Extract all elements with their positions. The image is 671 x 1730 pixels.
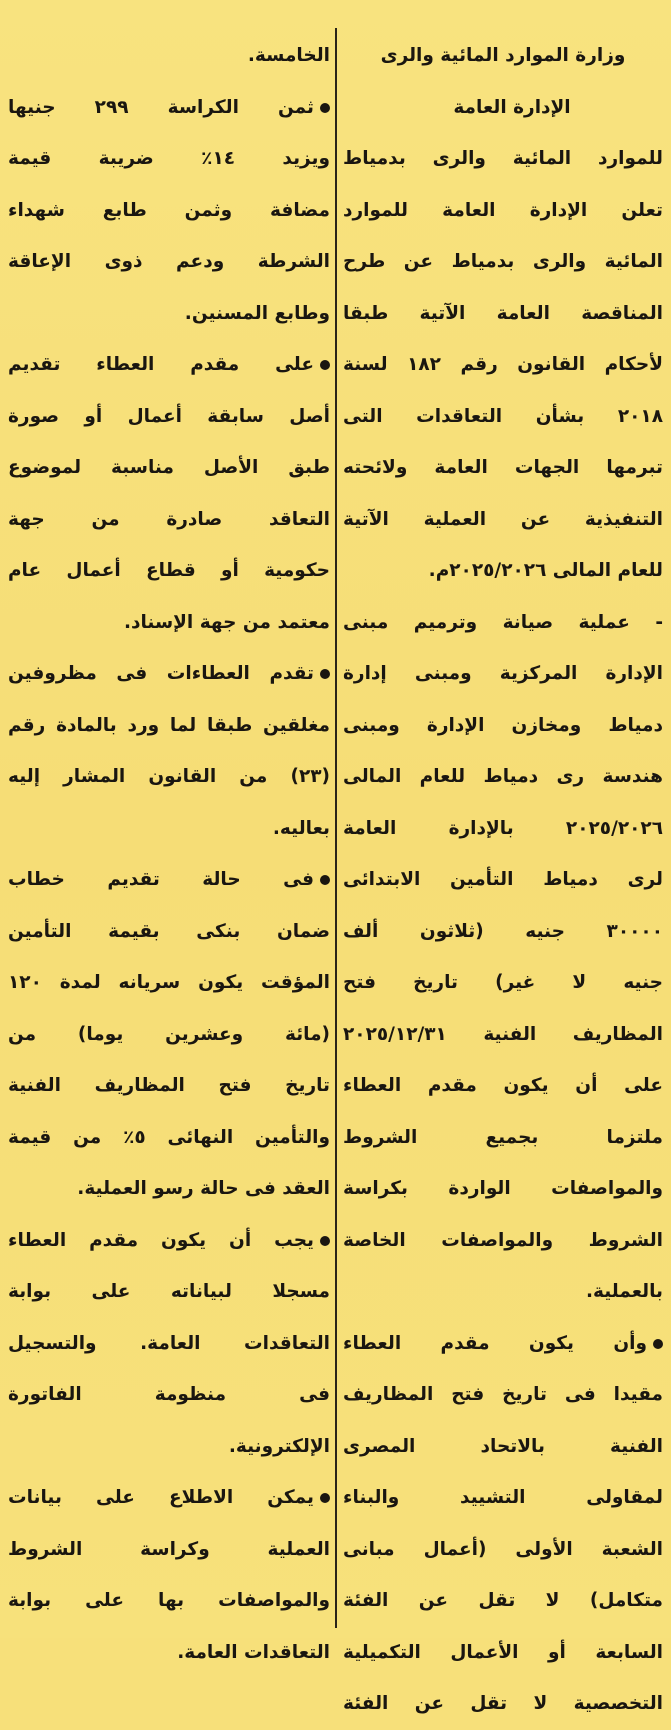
text-line: وطابع المسنين. [184,302,330,324]
text-line: تقدم العطاءات فى مظروفين [8,663,314,684]
text-line: (٢٣) من القانون المشار إليه [8,766,330,787]
bullet-line [8,1472,330,1524]
text-line: - عملية صيانة وترميم مبنى [343,611,663,633]
envelopes-paragraph [8,648,330,854]
text-line: الإدارة المركزية ومبنى إدارة [343,663,663,684]
text-line: الإلكترونية. [228,1435,330,1457]
text-line: وأن يكون مقدم العطاء [343,1332,647,1354]
text-line: يجب أن يكون مقدم العطاء [8,1229,314,1251]
text-line: تبرمها الجهات العامة ولائحته [343,457,663,478]
bullet-line [8,82,330,134]
text-line: والمواصفات الواردة بكراسة [343,1178,663,1199]
bullet-line [8,854,330,906]
text-line: متكامل) لا تقل عن الفئة [343,1590,663,1611]
text-line: لأحكام القانون رقم ١٨٢ لسنة [343,354,663,375]
text-line: والتأمين النهائى ٥٪ من قيمة [8,1126,330,1148]
text-line: حكومية أو قطاع أعمال عام [8,560,330,581]
text-line: على أن يكون مقدم العطاء [343,1075,663,1096]
text-line: الفنية بالاتحاد المصرى [343,1435,663,1457]
text-line: المناقصة العامة الآتية طبقا [343,302,663,324]
text-line: للعام المالى ٢٠٢٥/٢٠٢٦م. [428,560,663,581]
bullet-icon [320,1493,330,1503]
right-column [343,30,663,1730]
text-line: (مائة وعشرين يوما) من [8,1023,330,1045]
text-line: هندسة رى دمياط للعام المالى [343,766,663,787]
bullet-line [8,339,330,391]
text-line: السابعة أو الأعمال التكميلية [343,1641,663,1663]
text-line: أصل سابقة أعمال أو صورة [8,405,330,427]
bullet-icon [320,360,330,370]
bullet-icon [320,669,330,679]
text-line: الشروط والمواصفات الخاصة [343,1229,663,1251]
text-line: التخصصية لا تقل عن الفئة [343,1693,663,1714]
registration-paragraph [8,1215,330,1473]
text-line: للموارد المائية والرى بدمياط [343,148,663,169]
bullet-line [343,1318,663,1370]
text-line: فى حالة تقديم خطاب [8,869,314,890]
price-paragraph [8,82,330,340]
text-line: فى منظومة الفاتورة [8,1384,330,1405]
text-line: تاريخ فتح المظاريف الفنية [8,1075,330,1096]
text-line: ٢٠١٨ بشأن التعاقدات التى [343,405,663,427]
access-paragraph [8,1472,330,1678]
text-line: التنفيذية عن العملية الآتية [343,508,663,530]
text-line: مسجلا لبياناته على بوابة [8,1281,330,1302]
text-line: الخامسة. [247,45,330,66]
guarantee-paragraph [8,854,330,1215]
text-line: لمقاولى التشييد والبناء [343,1487,663,1508]
ministry-header [343,30,663,133]
bullet-line [8,1215,330,1267]
text-line: المظاريف الفنية ٢٠٢٥/١٢/٣١ [343,1023,663,1045]
bullet-icon [320,875,330,885]
text-line: المائية والرى بدمياط عن طرح [343,251,663,272]
bullet-icon [653,1339,663,1349]
text-line: ضمان بنكى بقيمة التأمين [8,920,330,942]
text-line: الشعبة الأولى (أعمال مبانى [343,1538,663,1560]
text-line: يمكن الاطلاع على بيانات [8,1487,314,1508]
operation-paragraph [343,597,663,1318]
text-line: ويزيد ١٤٪ ضريبة قيمة [8,148,330,169]
ministry-title: وزارة الموارد المائية والرى [380,45,626,66]
text-line: معتمد من جهة الإسناد. [123,611,330,633]
text-line: تعلن الإدارة العامة للموارد [343,199,663,221]
bullet-line [8,648,330,700]
text-line: جنيه لا غير) تاريخ فتح [343,972,663,993]
bullet-icon [320,103,330,113]
text-line: العملية وكراسة الشروط [8,1538,330,1560]
text-line: مغلقين طبقا لما ورد بالمادة رقم [8,714,330,736]
text-line: ملتزما بجميع الشروط [343,1126,663,1148]
text-line: بعاليه. [272,817,330,839]
text-line: ثمن الكراسة ٢٩٩ جنيها [8,96,314,118]
text-line: العقد فى حالة رسو العملية. [77,1178,330,1199]
text-line: الشرطة ودعم ذوى الإعاقة [8,251,330,272]
text-line: ٢٠٢٥/٢٠٢٦ بالإدارة العامة [343,817,663,839]
left-column [8,30,330,1678]
text-line: طبق الأصل مناسبة لموضوع [8,457,330,478]
department-title: الإدارة العامة [453,96,571,118]
text-line: دمياط ومخازن الإدارة ومبنى [343,714,663,736]
text-line: التعاقدات العامة. والتسجيل [8,1332,330,1354]
column-divider [335,28,337,1628]
text-line: ٣٠٠٠٠ جنيه (ثلاثون ألف [343,920,663,942]
text-line: التعاقدات العامة. [177,1641,330,1663]
text-line: بالعملية. [585,1281,663,1302]
text-line: على مقدم العطاء تقديم [8,354,314,375]
text-line: مقيدا فى تاريخ فتح المظاريف [343,1384,663,1405]
previous-work-paragraph [8,339,330,648]
intro-paragraph [343,133,663,597]
bullet-icon [320,1236,330,1246]
text-line: لرى دمياط التأمين الابتدائى [343,869,663,890]
text-line: مضافة وثمن طابع شهداء [8,199,330,221]
text-line: المؤقت يكون سريانه لمدة ١٢٠ [8,972,330,993]
text-line: والمواصفات بها على بوابة [8,1590,330,1611]
contractor-paragraph [343,1318,663,1730]
text-line: التعاقد صادرة من جهة [8,508,330,530]
